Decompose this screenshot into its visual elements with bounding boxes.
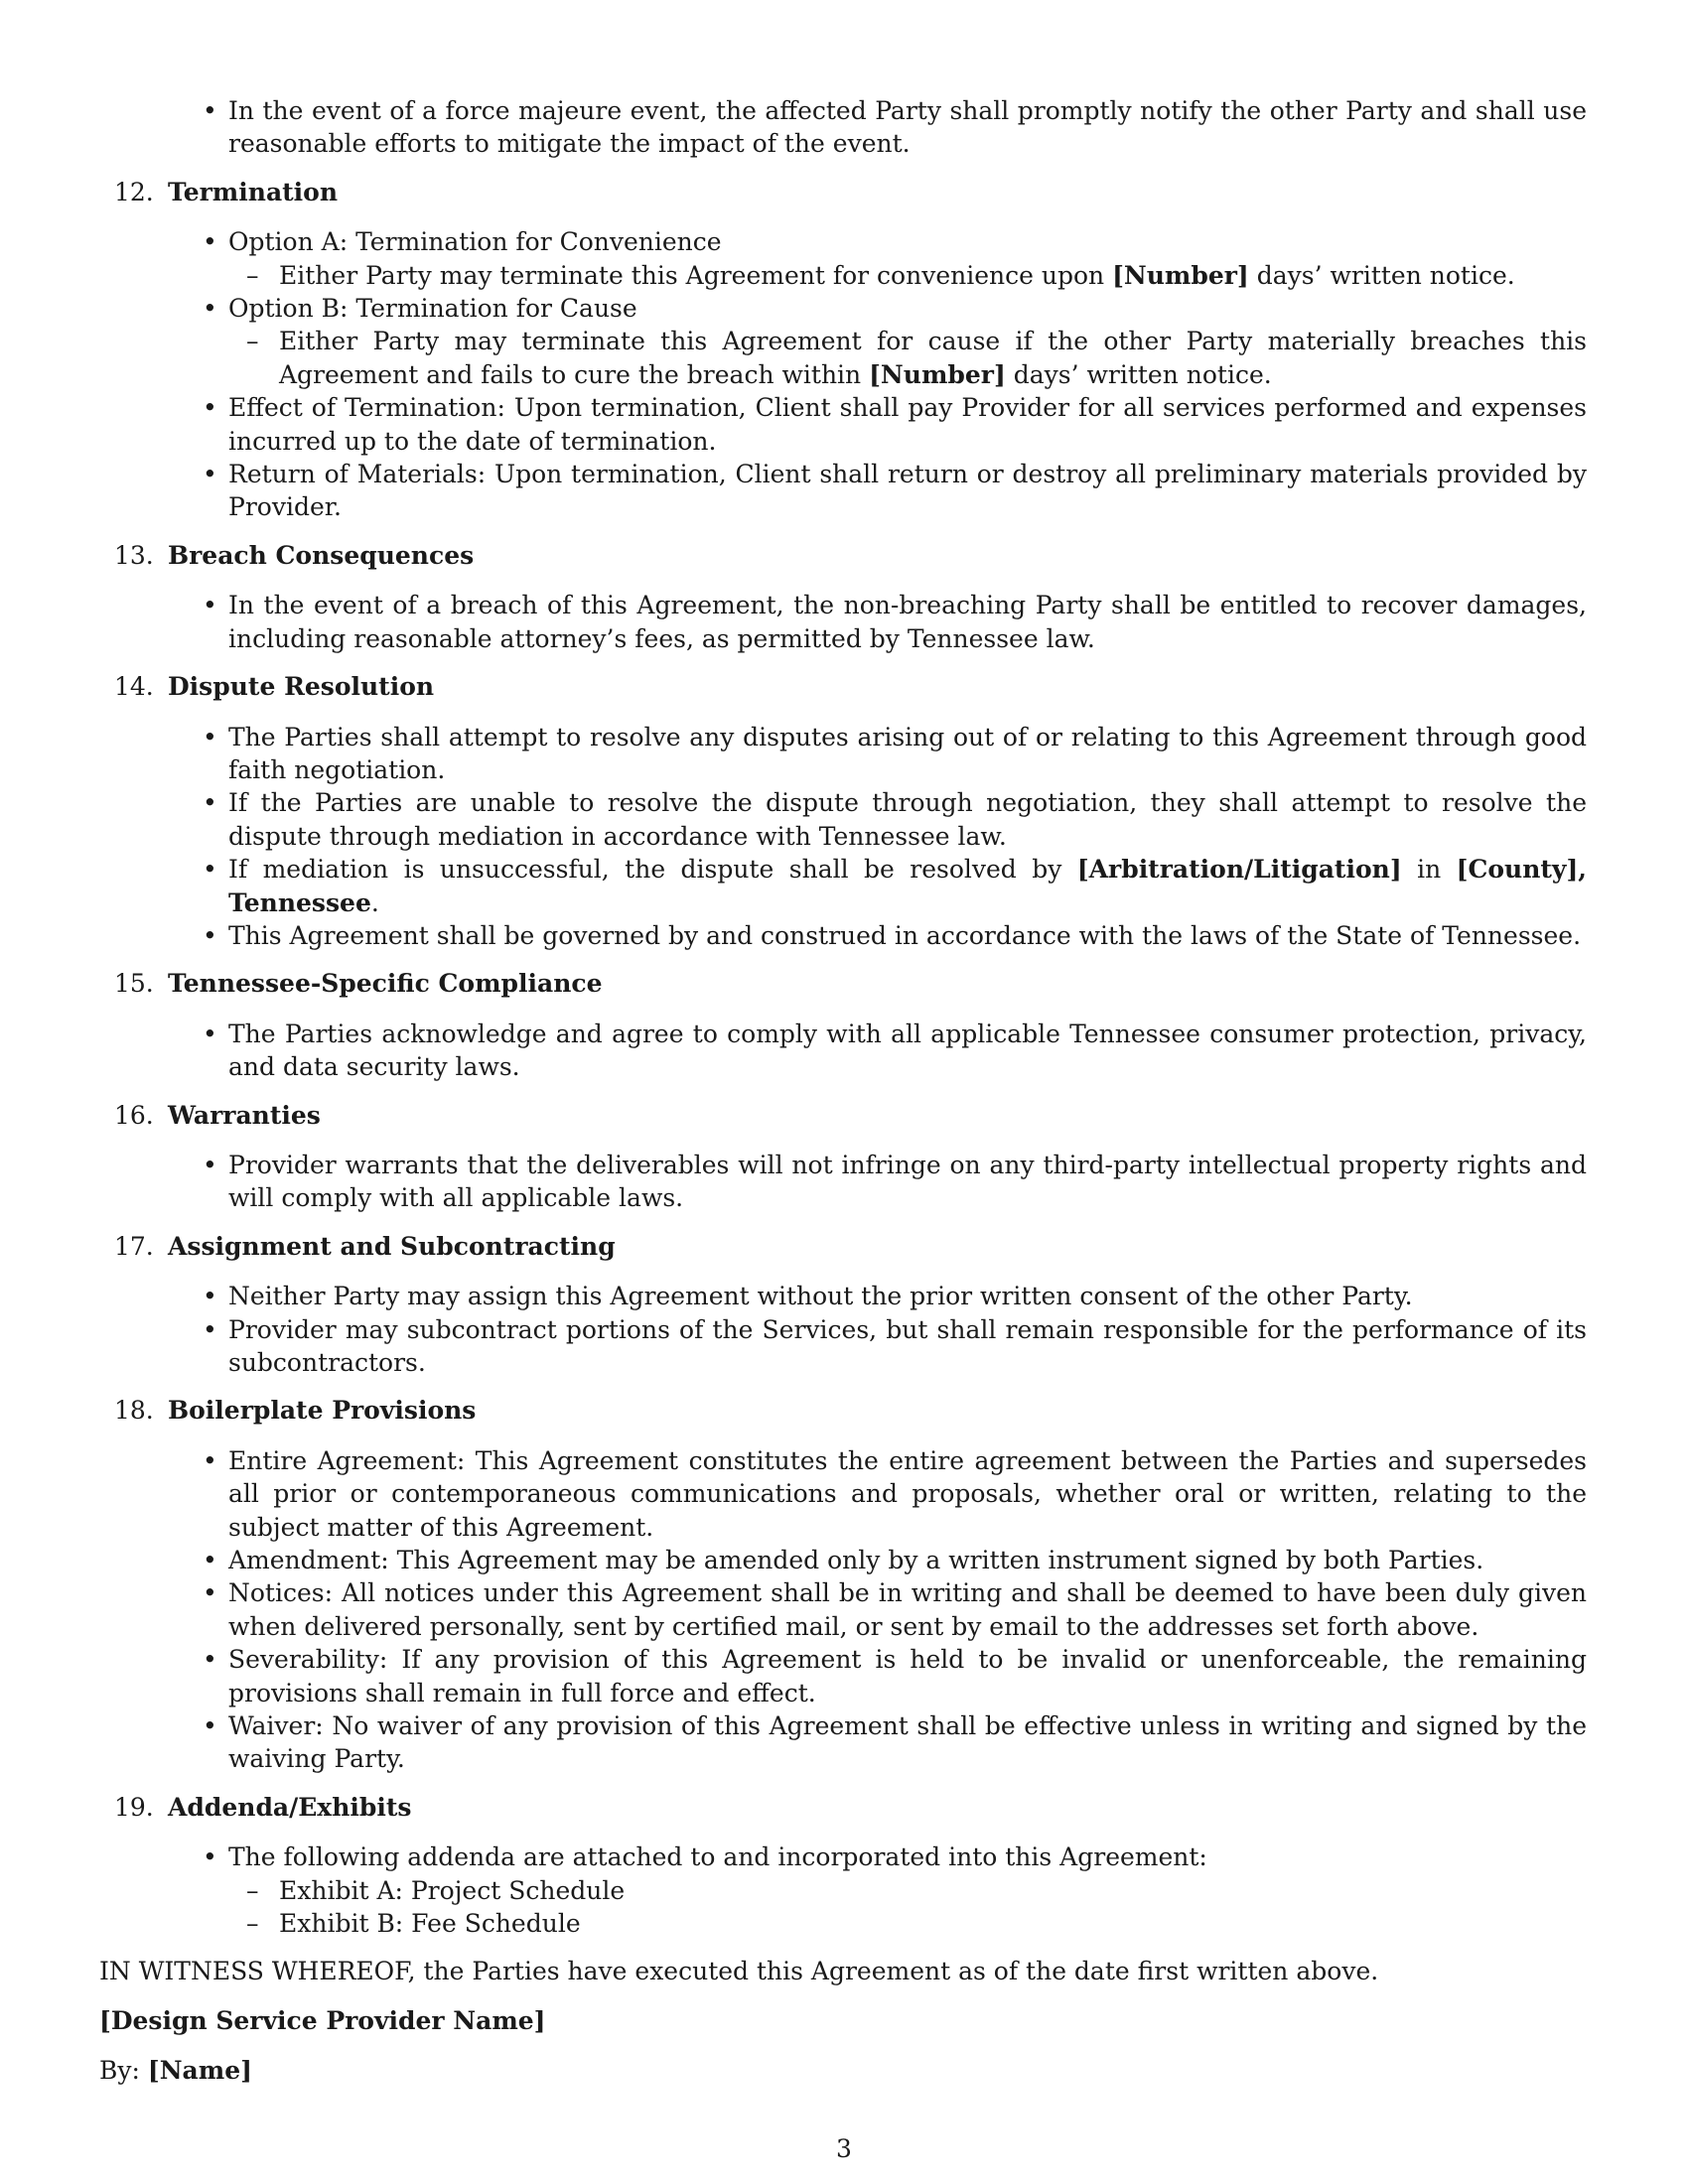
section-title: Addenda/Exhibits [168,1792,412,1822]
list-item: • Option B: Termination for Cause [99,292,1587,325]
force-majeure-bullet: • In the event of a force majeure event, the affected Party shall promptly notify the other Party and shall use reasonable efforts to mitigate the impact of the event. [99,94,1587,161]
list-item: • Return of Materials: Upon termination, Client shall return or destroy all preliminary materials provided by Provider. [99,458,1587,524]
list-item: • Entire Agreement: This Agreement constitutes the entire agreement between the Parties and supersedes all prior or contemporaneous communications and proposals, whether oral or written, relating to the subject matter of this Agreement. [99,1444,1587,1544]
sub-list-item: – Exhibit B: Fee Schedule [99,1907,1587,1940]
list-item: • This Agreement shall be governed by and construed in accordance with the laws of the State of Tennessee. [99,919,1587,952]
list-item: • The Parties acknowledge and agree to comply with all applicable Tennessee consumer protection, privacy, and data security laws. [99,1018,1587,1084]
section-12-heading [99,176,1587,208]
list-item: • If the Parties are unable to resolve the dispute through negotiation, they shall attempt to resolve the dispute through mediation in accordance with Tennessee law. [99,786,1587,853]
list-item: • Provider may subcontract portions of the Services, but shall remain responsible for the performance of its subcontractors. [99,1313,1587,1380]
section-title: Termination [168,177,339,206]
list-item: • If mediation is unsuccessful, the dispute shall be resolved by [Arbitration/Litigation] in [County], Tennessee. [99,853,1587,919]
section-18-heading [99,1394,1587,1427]
placeholder-field: [Number] [869,359,1006,389]
list-item: • Neither Party may assign this Agreement without the prior written consent of the other Party. [99,1280,1587,1312]
section-19-heading [99,1791,1587,1824]
list-item: • Severability: If any provision of this Agreement is held to be invalid or unenforceable, the remaining provisions shall remain in full force and effect. [99,1643,1587,1709]
list-item: • Notices: All notices under this Agreement shall be in writing and shall be deemed to have been duly given when delivered personally, sent by certified mail, or sent by email to the addresses set forth above. [99,1576,1587,1643]
section-title: Breach Consequences [168,540,475,570]
section-number: 15. [114,969,154,999]
document-page [99,94,1587,2088]
section-16-heading [99,1099,1587,1132]
sub-list-item: – Either Party may terminate this Agreement for convenience upon [Number] days’ written notice. [99,259,1587,292]
section-number: 19. [114,1792,154,1822]
section-number: 17. [114,1231,154,1261]
section-number: 13. [114,540,154,570]
section-14-heading [99,670,1587,703]
section-number: 18. [114,1396,154,1426]
section-17-heading [99,1230,1587,1263]
section-number: 14. [114,672,154,702]
list-item: • Waiver: No waiver of any provision of this Agreement shall be effective unless in writing and signed by the waiving Party. [99,1709,1587,1776]
sub-list-item: – Exhibit A: Project Schedule [99,1874,1587,1907]
witness-clause: IN WITNESS WHEREOF, the Parties have executed this Agreement as of the date first written above. [99,1956,1379,1985]
list-item: • Effect of Termination: Upon termination, Client shall pay Provider for all services performed and expenses incurred up to the date of termination. [99,391,1587,458]
section-number: 16. [114,1100,154,1130]
list-item: • Provider warrants that the deliverables will not infringe on any third-party intellectual property rights and will comply with all applicable laws. [99,1149,1587,1215]
placeholder-field: [County], Tennessee [228,855,1587,917]
signature-by-line: By: [Name] [99,2056,252,2086]
section-15-heading [99,967,1587,1000]
section-title: Warranties [168,1100,321,1130]
section-title: Boilerplate Provisions [168,1396,477,1426]
list-item: • Amendment: This Agreement may be amended only by a written instrument signed by both Parties. [99,1544,1587,1576]
page-number: 3 [836,2134,852,2163]
section-number: 12. [114,177,154,206]
section-title: Assignment and Subcontracting [168,1231,616,1261]
list-item: • The following addenda are attached to and incorporated into this Agreement: [99,1841,1587,1873]
signer-name-placeholder: [Name] [147,2056,252,2086]
list-item: • Option A: Termination for Convenience [99,225,1587,258]
section-title: Tennessee-Specific Compliance [168,969,603,999]
placeholder-field: [Number] [1112,260,1249,290]
provider-name: [Design Service Provider Name] [99,2005,546,2035]
section-13-heading [99,539,1587,572]
sub-list-item: – Either Party may terminate this Agreement for cause if the other Party materially breaches this Agreement and fails to cure the breach within [Number] days’ written notice. [99,325,1587,391]
list-item: • In the event of a breach of this Agreement, the non-breaching Party shall be entitled to recover damages, including reasonable attorney’s fees, as permitted by Tennessee law. [99,589,1587,655]
placeholder-field: [Arbitration/Litigation] [1076,855,1402,885]
section-title: Dispute Resolution [168,672,435,702]
list-item: • The Parties shall attempt to resolve any disputes arising out of or relating to this Agreement through good faith negotiation. [99,721,1587,787]
